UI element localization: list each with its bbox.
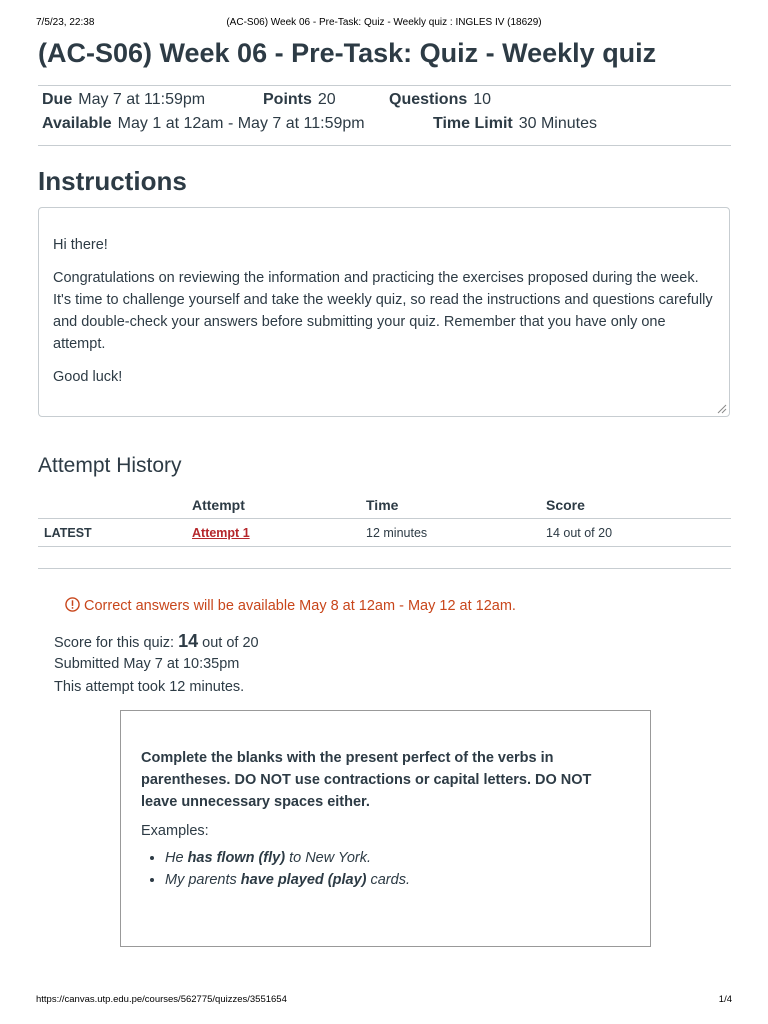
answers-availability-notice [65, 597, 516, 614]
latest-label: LATEST [38, 519, 192, 547]
details-row-1 [42, 91, 205, 109]
questions-item [389, 91, 491, 109]
example-text: to New York. [285, 850, 372, 866]
page-number: 1/4 [718, 994, 732, 1005]
attempt-score: 14 out of 20 [546, 519, 731, 547]
page-url: https://canvas.utp.edu.pe/courses/562775/quizzes/3551654 [36, 994, 287, 1005]
column-header-blank [38, 491, 192, 519]
time-limit-item [433, 115, 597, 133]
submitted-line: Submitted May 7 at 10:35pm [54, 656, 240, 672]
table-header-row [38, 491, 731, 519]
example-text: cards. [366, 872, 410, 888]
example-text: My parents [165, 872, 241, 888]
duration-line: This attempt took 12 minutes. [54, 679, 245, 695]
time-limit-label: Time Limit [433, 115, 513, 132]
questions-label: Questions [389, 91, 468, 108]
column-header-attempt: Attempt [192, 491, 366, 519]
print-doc-title: (AC-S06) Week 06 - Pre-Task: Quiz - Weekly quiz : INGLES IV (18629) [226, 17, 542, 28]
column-header-score: Score [546, 491, 731, 519]
time-limit-value: 30 Minutes [518, 115, 597, 132]
examples-label: Examples: [141, 823, 209, 839]
list-item [165, 847, 630, 869]
instructions-heading: Instructions [38, 166, 187, 196]
available-value: May 1 at 12am - May 7 at 11:59pm [117, 115, 365, 132]
notice-text: Correct answers will be available May 8 at 12am - May 12 at 12am. [84, 598, 516, 614]
print-header [36, 17, 732, 31]
resize-grip-icon[interactable] [717, 404, 727, 414]
instructions-box [38, 207, 730, 417]
attempt-history-heading: Attempt History [38, 454, 182, 477]
warning-circle-icon [65, 597, 80, 612]
table-row [38, 519, 731, 547]
score-suffix: out of 20 [198, 635, 259, 651]
score-value: 14 [178, 631, 199, 651]
example-text: He [165, 850, 188, 866]
example-answer: has flown (fly) [187, 850, 286, 866]
quiz-result [54, 630, 259, 699]
column-header-time: Time [366, 491, 546, 519]
score-prefix: Score for this quiz: [54, 635, 179, 651]
instructions-paragraph: Hi there! [53, 237, 108, 253]
list-item [165, 869, 630, 891]
due-label: Due [42, 91, 73, 108]
points-label: Points [263, 91, 312, 108]
question-instruction: Complete the blanks with the present perfect of the verbs in parentheses. DO NOT use contractions or capital letters. DO NOT leave unnecessary spaces either. [141, 750, 592, 810]
available-label: Available [42, 115, 112, 132]
questions-value: 10 [473, 91, 492, 108]
attempt-link[interactable]: Attempt 1 [192, 525, 250, 540]
instructions-paragraph: Congratulations on reviewing the information and practicing the exercises proposed during the week. It's time to challenge yourself and take the weekly quiz, so read the instructions and questions carefully and double-check your answers before submitting your quiz. Remember that you have only one attempt. [53, 270, 713, 352]
points-value: 20 [317, 91, 336, 108]
points-item [263, 91, 336, 109]
score-line [54, 630, 259, 653]
example-answer: have played (play) [240, 872, 367, 888]
quiz-title: (AC-S06) Week 06 - Pre-Task: Quiz - Weekly quiz [38, 38, 657, 68]
details-bottom-divider [38, 145, 731, 146]
available-item [42, 115, 365, 133]
details-top-divider [38, 85, 731, 86]
attempt-time: 12 minutes [366, 519, 546, 547]
instructions-paragraph: Good luck! [53, 369, 123, 385]
print-datetime: 7/5/23, 22:38 [36, 17, 95, 28]
question-box [120, 710, 651, 947]
section-divider [38, 568, 731, 569]
examples-list [141, 847, 630, 891]
attempt-history-table [38, 491, 731, 547]
due-value: May 7 at 11:59pm [78, 91, 206, 108]
